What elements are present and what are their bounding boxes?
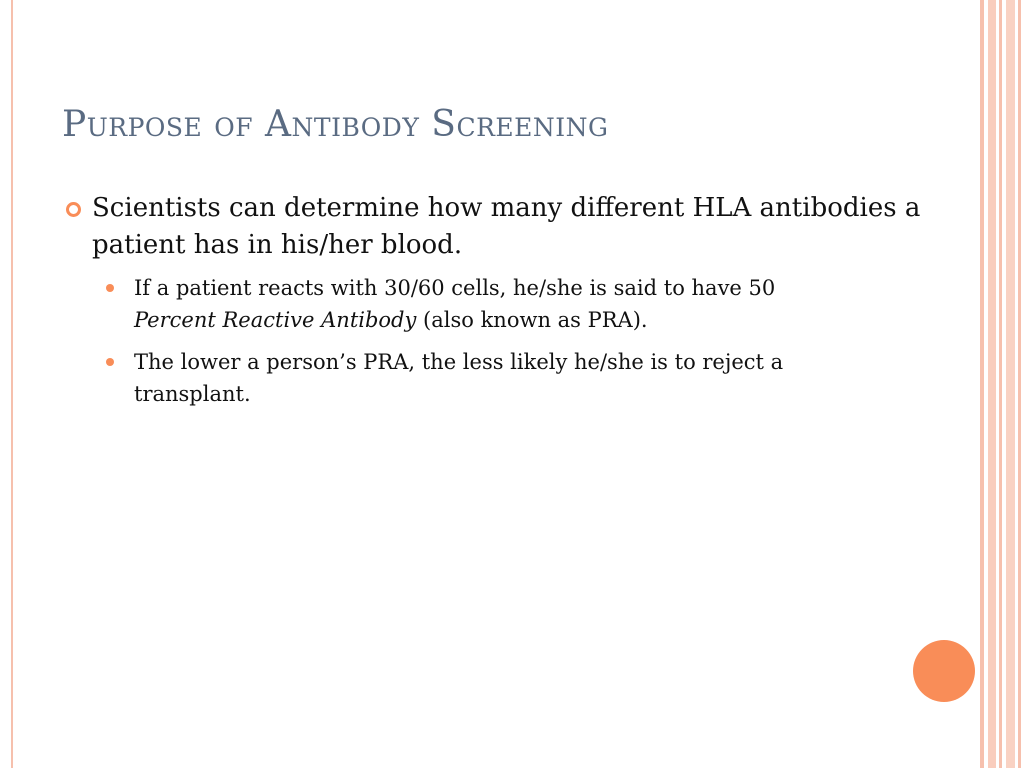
right-stripe-decoration (999, 0, 1002, 768)
sub-bullet-text: The lower a person’s PRA, the less likely he/she is to reject a transplant. (134, 350, 784, 406)
sub-bullet-italic-text: Percent Reactive Antibody (134, 308, 417, 332)
left-rule-decoration (11, 0, 13, 768)
right-stripe-decoration (1006, 0, 1015, 768)
slide-content (62, 190, 922, 420)
right-stripe-decoration (988, 0, 996, 768)
sub-bullet-text: If a patient reacts with 30/60 cells, he/she is said to have 50 (134, 276, 776, 300)
bullet-text: Scientists can determine how many different HLA antibodies a patient has in his/her blood. (92, 193, 921, 260)
dot-bullet-icon (106, 358, 114, 366)
right-stripe-decoration (1018, 0, 1021, 768)
right-stripe-decoration (980, 0, 984, 768)
orange-circle-decoration (913, 640, 975, 702)
sub-bullet-text: (also known as PRA). (416, 308, 648, 332)
dot-bullet-icon (106, 284, 114, 292)
list-item (62, 272, 854, 336)
slide-title: Purpose of Antibody Screening (62, 104, 609, 145)
ring-bullet-icon (66, 202, 81, 217)
sub-bullet-list (62, 272, 922, 410)
list-item (62, 346, 854, 410)
list-item (62, 190, 922, 264)
